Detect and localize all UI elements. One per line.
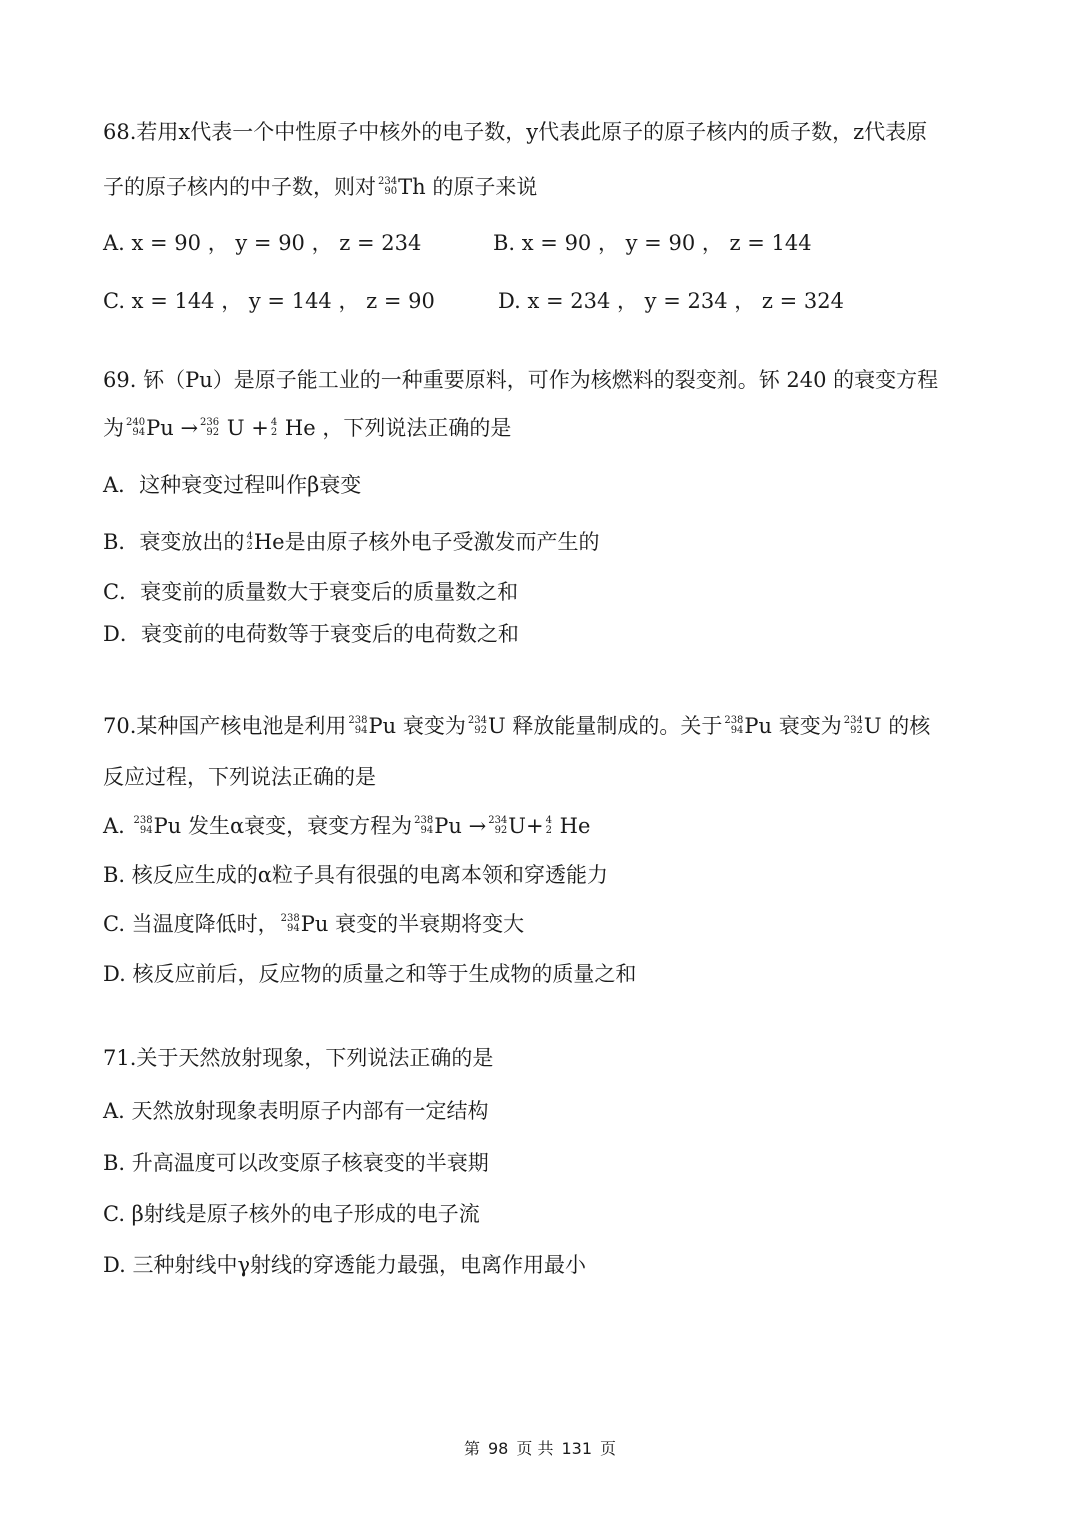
current-page-number: 98	[488, 1439, 509, 1458]
q70-option-b: B. 核反应生成的α粒子具有很强的电离本领和穿透能力	[103, 863, 608, 887]
u234-isotope-numbers: 234 92	[843, 714, 863, 736]
u-symbol: U	[226, 416, 245, 440]
q68-option-a: A. x = 90 ， y = 90 ， z = 234	[103, 231, 422, 255]
he-isotope-numbers: 4 2	[545, 814, 552, 836]
q70-stem-line2: 反应过程，下列说法正确的是	[103, 765, 376, 789]
u234-isotope-numbers: 234 92	[467, 714, 487, 736]
he-isotope-numbers: 4 2	[270, 416, 278, 438]
q71-option-d: D. 三种射线中γ射线的穿透能力最强，电离作用最小	[103, 1253, 586, 1277]
q68-stem-text-end: 的原子来说	[432, 175, 538, 199]
q70-option-c: C. 当温度降低时， 238 94 Pu 衰变的半衰期将变大	[103, 912, 525, 936]
he-symbol: He	[284, 416, 316, 440]
footer-suffix: 页	[600, 1439, 617, 1458]
page-footer	[0, 1437, 1080, 1461]
pu238-isotope-numbers: 238 94	[414, 814, 434, 836]
arrow-symbol: →	[468, 814, 487, 838]
q68-stem-line2	[103, 172, 537, 202]
q69-option-b: B．衰变放出的 4 2 He是由原子核外电子受激发而产生的	[103, 530, 600, 554]
footer-prefix: 第	[463, 1439, 480, 1458]
th-symbol: Th	[398, 175, 426, 199]
q68-stem-line1: 68.若用x代表一个中性原子中核外的电子数，y代表此原子的原子核内的质子数，z代表原	[103, 120, 928, 144]
he-isotope-numbers: 4 2	[246, 530, 253, 552]
q71-option-a: A. 天然放射现象表明原子内部有一定结构	[103, 1099, 489, 1123]
q68-option-b: B. x = 90 ， y = 90 ， z = 144	[493, 231, 812, 255]
pu-symbol: Pu	[146, 416, 174, 440]
pu238-isotope-numbers: 238 94	[348, 714, 368, 736]
u236-isotope-numbers: 236 92	[200, 416, 220, 438]
q70-option-a: A. 238 94 Pu 发生α衰变，衰变方程为 238 94 Pu → 234 92 U+ 4 2 He	[103, 814, 591, 838]
q69-stem-line2	[103, 413, 511, 443]
q69-option-c: C．衰变前的质量数大于衰变后的质量数之和	[103, 580, 519, 604]
q68-option-d: D. x = 234 ， y = 234 ， z = 324	[498, 289, 844, 313]
plus-symbol: +	[526, 814, 544, 838]
pu238-isotope-numbers: 238 94	[280, 912, 300, 934]
pu238-isotope-numbers: 238 94	[133, 814, 153, 836]
q68-option-c: C. x = 144 ， y = 144 ， z = 90	[103, 289, 435, 313]
footer-mid: 页 共	[516, 1439, 554, 1458]
plus-symbol: +	[251, 416, 269, 440]
q69-stem-line1: 69. 钚（Pu）是原子能工业的一种重要原料，可作为核燃料的裂变剂。钚 240 的衰变方程	[103, 368, 939, 392]
q69-stem-prefix: 为	[103, 416, 124, 440]
q71-option-c: C. β射线是原子核外的电子形成的电子流	[103, 1202, 480, 1226]
q70-option-d: D. 核反应前后，反应物的质量之和等于生成物的质量之和	[103, 962, 637, 986]
th-isotope-numbers: 234 90	[378, 175, 398, 197]
q71-option-b: B. 升高温度可以改变原子核衰变的半衰期	[103, 1151, 489, 1175]
u234-isotope-numbers: 234 92	[488, 814, 508, 836]
pu240-isotope-numbers: 240 94	[126, 416, 146, 438]
q69-stem-suffix: ，下列说法正确的是	[322, 416, 512, 440]
arrow-symbol: →	[180, 416, 199, 440]
q68-stem-text: 子的原子核内的中子数，则对	[103, 175, 376, 199]
pu238-isotope-numbers: 238 94	[724, 714, 744, 736]
q70-stem-line1: 70.某种国产核电池是利用 238 94 Pu 衰变为 234 92 U 释放能量制成的。关于 238 94 Pu 衰变为 234 92 U 的核	[103, 714, 931, 738]
q71-stem: 71.关于天然放射现象，下列说法正确的是	[103, 1046, 494, 1070]
q69-option-d: D．衰变前的电荷数等于衰变后的电荷数之和	[103, 622, 519, 646]
total-page-number: 131	[561, 1439, 592, 1458]
q69-option-a: A．这种衰变过程叫作β衰变	[103, 473, 362, 497]
